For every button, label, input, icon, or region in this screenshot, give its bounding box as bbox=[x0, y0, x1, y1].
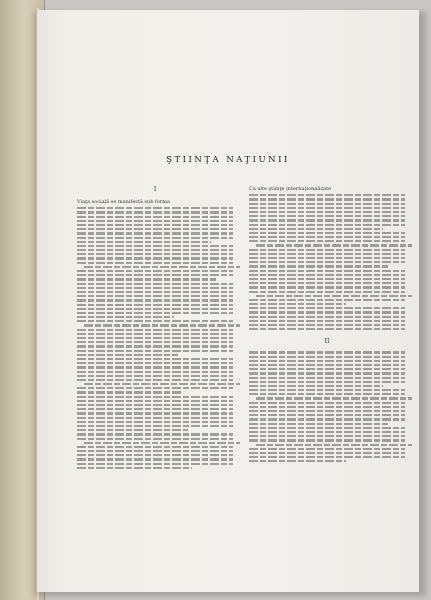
text-line bbox=[77, 446, 233, 448]
text-line bbox=[77, 454, 233, 456]
text-line bbox=[77, 304, 233, 306]
text-line bbox=[77, 299, 233, 301]
text-line bbox=[77, 283, 233, 285]
text-line bbox=[249, 261, 405, 263]
text-line bbox=[77, 245, 233, 247]
chapter-title: ŞTIINŢA NAŢIUNII bbox=[166, 155, 290, 165]
text-line bbox=[77, 207, 233, 209]
text-line bbox=[84, 442, 240, 444]
text-line bbox=[249, 351, 405, 353]
text-line bbox=[249, 257, 405, 259]
text-line bbox=[77, 249, 233, 251]
text-line bbox=[77, 333, 233, 335]
text-line bbox=[77, 354, 178, 356]
text-line bbox=[249, 274, 405, 276]
text-line bbox=[249, 393, 405, 395]
text-line bbox=[77, 375, 233, 377]
text-line bbox=[77, 412, 233, 414]
text-line bbox=[249, 410, 405, 412]
text-line bbox=[77, 270, 233, 272]
text-line bbox=[249, 456, 405, 458]
text-line bbox=[77, 358, 233, 360]
text-line bbox=[249, 249, 405, 251]
text-line bbox=[77, 400, 233, 402]
text-line bbox=[77, 345, 233, 347]
text-line bbox=[77, 220, 233, 222]
text-line bbox=[77, 241, 211, 243]
text-line bbox=[249, 372, 405, 374]
text-line bbox=[249, 211, 405, 213]
text-line bbox=[77, 308, 233, 310]
text-line bbox=[249, 439, 405, 441]
text-line bbox=[249, 364, 405, 366]
text-line bbox=[249, 270, 405, 272]
text-line bbox=[249, 282, 405, 284]
text-line bbox=[77, 257, 233, 259]
text-line bbox=[77, 458, 233, 460]
text-line bbox=[249, 389, 405, 391]
text-line bbox=[77, 450, 233, 452]
text-line bbox=[77, 366, 233, 368]
text-line bbox=[77, 211, 233, 213]
text-line bbox=[249, 414, 405, 416]
text-line bbox=[249, 307, 405, 309]
text-line bbox=[77, 262, 233, 264]
text-line bbox=[77, 274, 233, 276]
text-line bbox=[77, 387, 233, 389]
text-line bbox=[77, 295, 233, 297]
text-line bbox=[249, 207, 405, 209]
text-line bbox=[77, 216, 233, 218]
text-line bbox=[77, 463, 233, 465]
text-line bbox=[77, 224, 233, 226]
text-line bbox=[84, 383, 240, 385]
text-line bbox=[77, 312, 233, 314]
text-line bbox=[249, 377, 405, 379]
text-line bbox=[77, 320, 233, 322]
text-line bbox=[249, 381, 405, 383]
text-line bbox=[249, 448, 405, 450]
text-line bbox=[249, 232, 405, 234]
text-line bbox=[249, 278, 405, 280]
text-line bbox=[77, 329, 233, 331]
text-line bbox=[249, 219, 405, 221]
text-line bbox=[249, 228, 383, 230]
text-line bbox=[249, 402, 405, 404]
text-line bbox=[77, 421, 233, 423]
book-page bbox=[36, 10, 419, 592]
text-line bbox=[249, 460, 346, 462]
text-line bbox=[77, 429, 188, 431]
text-line bbox=[249, 360, 405, 362]
text-column-right bbox=[249, 186, 405, 586]
text-line bbox=[249, 320, 405, 322]
text-line bbox=[249, 328, 405, 330]
text-line bbox=[77, 278, 216, 280]
text-line bbox=[249, 406, 405, 408]
left-first-line: Viaţa socială se manifestă sub forma bbox=[77, 199, 170, 205]
text-line bbox=[249, 418, 405, 420]
text-line bbox=[77, 232, 233, 234]
text-line bbox=[77, 316, 174, 318]
text-line bbox=[249, 435, 405, 437]
text-line bbox=[249, 253, 405, 255]
text-line bbox=[249, 431, 405, 433]
text-line bbox=[77, 467, 192, 469]
text-line bbox=[256, 397, 412, 399]
text-line bbox=[77, 396, 233, 398]
text-line bbox=[249, 215, 405, 217]
text-line bbox=[77, 291, 233, 293]
text-line bbox=[249, 265, 388, 267]
text-line bbox=[249, 427, 405, 429]
text-line bbox=[77, 425, 233, 427]
text-line bbox=[77, 408, 233, 410]
text-line bbox=[249, 236, 405, 238]
text-line bbox=[77, 337, 233, 339]
text-line bbox=[77, 433, 233, 435]
text-line bbox=[84, 324, 240, 326]
section-numeral-ii: II bbox=[324, 338, 330, 346]
text-line bbox=[256, 444, 412, 446]
text-line bbox=[77, 438, 233, 440]
text-line bbox=[249, 286, 405, 288]
text-line bbox=[77, 237, 233, 239]
text-line bbox=[77, 287, 233, 289]
text-line bbox=[77, 371, 233, 373]
text-line bbox=[249, 198, 405, 200]
text-line bbox=[249, 423, 388, 425]
text-line bbox=[77, 350, 233, 352]
section-numeral-i: I bbox=[153, 186, 157, 193]
text-line bbox=[77, 379, 233, 381]
text-line bbox=[249, 303, 346, 305]
text-line bbox=[256, 295, 412, 297]
text-line bbox=[249, 356, 405, 358]
text-line bbox=[84, 266, 240, 268]
text-line bbox=[77, 341, 233, 343]
text-line bbox=[249, 385, 383, 387]
text-line bbox=[249, 240, 405, 242]
text-line bbox=[77, 404, 233, 406]
text-line bbox=[249, 316, 405, 318]
text-line bbox=[249, 224, 405, 226]
text-line bbox=[249, 311, 405, 313]
text-line bbox=[77, 362, 233, 364]
text-line bbox=[249, 368, 405, 370]
text-line bbox=[249, 452, 405, 454]
text-line bbox=[77, 228, 233, 230]
text-line bbox=[256, 244, 412, 246]
text-line bbox=[249, 324, 405, 326]
text-line bbox=[249, 194, 405, 196]
text-line bbox=[249, 203, 405, 205]
text-line bbox=[77, 417, 233, 419]
text-line bbox=[249, 291, 405, 293]
text-line bbox=[77, 253, 233, 255]
text-column-left bbox=[77, 186, 233, 586]
right-first-line: Ca alte ştiinţe internaţionalizate bbox=[249, 186, 332, 192]
text-line bbox=[77, 391, 183, 393]
text-line bbox=[249, 299, 405, 301]
